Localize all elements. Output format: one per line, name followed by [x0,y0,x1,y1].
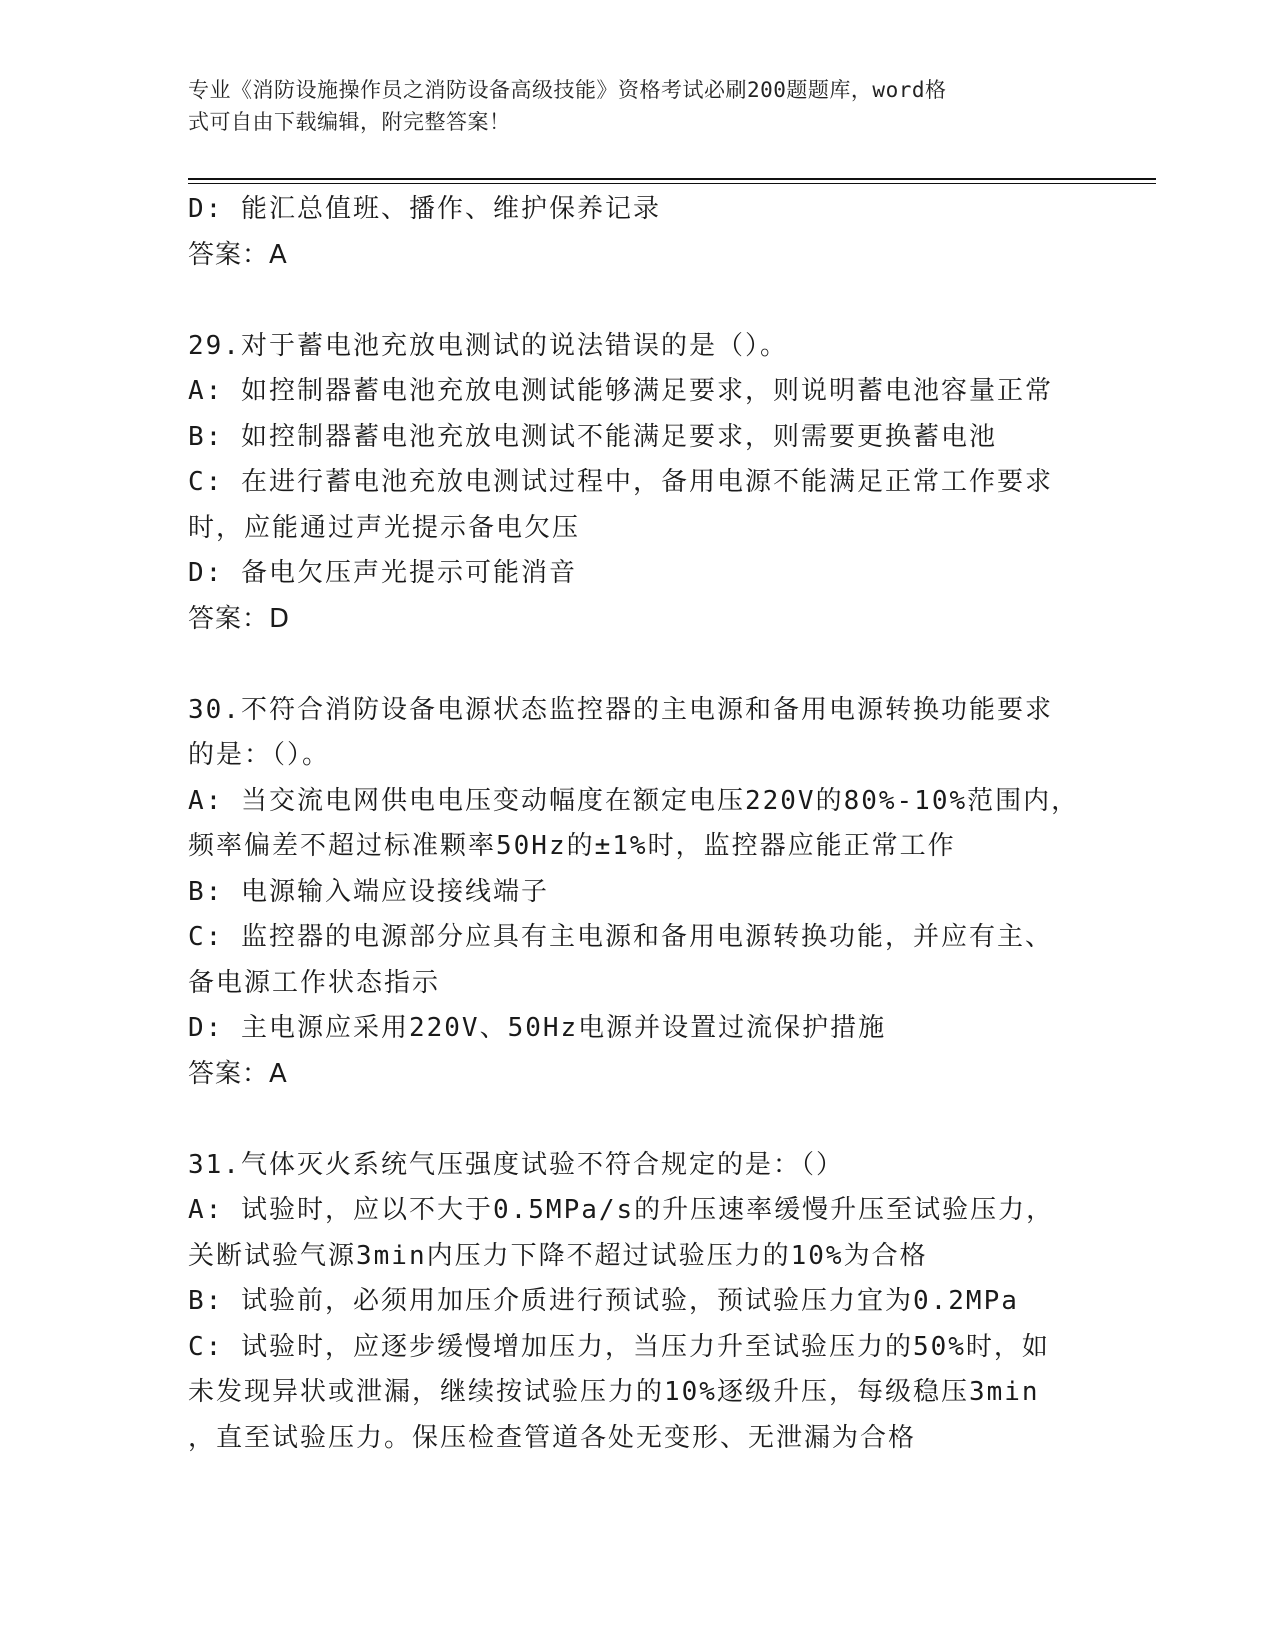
q29-option-c-cont: 时，应能通过声光提示备电欠压 [188,512,581,543]
q29-option-d: D: 备电欠压声光提示可能消音 [188,558,577,588]
q31-option-a-cont: 关断试验气源3min内压力下降不超过试验压力的10%为合格 [188,1240,928,1271]
header-rule-thin [188,183,1156,184]
q31-option-a: A: 试验时，应以不大于0.5MPa/s的升压速率缓慢升压至试验压力， [188,1195,1055,1225]
q29-option-a: A: 如控制器蓄电池充放电测试能够满足要求，则说明蓄电池容量正常 [188,376,1053,406]
q28-option-d: D: 能汇总值班、播作、维护保养记录 [188,194,661,224]
q30-option-c: C: 监控器的电源部分应具有主电源和备用电源转换功能，并应有主、 [188,922,1053,952]
q29-option-c: C: 在进行蓄电池充放电测试过程中，备用电源不能满足正常工作要求 [188,467,1053,497]
q30-question: 30.不符合消防设备电源状态监控器的主电源和备用电源转换功能要求 [188,694,1053,725]
spacer [188,1097,1088,1143]
q29-answer: 答案：D [188,603,291,634]
q30-option-b: B: 电源输入端应设接线端子 [188,876,549,907]
spacer [188,278,1088,324]
q31-option-b: B: 试验前，必须用加压介质进行预试验，预试验压力宜为0.2MPa [188,1286,1019,1316]
q31-question: 31.气体灭火系统气压强度试验不符合规定的是：（） [188,1149,844,1180]
header-line-1: 专业《消防设施操作员之消防设备高级技能》资格考试必刷200题题库，word格 [188,78,947,102]
header-rule-thick [188,178,1156,180]
q31-option-c: C: 试验时，应逐步缓慢增加压力，当压力升至试验压力的50%时，如 [188,1331,1050,1362]
q30-question-cont: 的是：（）。 [188,740,331,770]
q29-option-b: B: 如控制器蓄电池充放电测试不能满足要求，则需要更换蓄电池 [188,421,997,452]
spacer [188,642,1088,688]
page-header [188,74,1068,138]
q30-option-c-cont: 备电源工作状态指示 [188,967,441,998]
q31-option-c-cont: 未发现异状或泄漏，继续按试验压力的10%逐级升压，每级稳压3min [188,1377,1040,1407]
q31-option-c-cont-2: ，直至试验压力。保压检查管道各处无变形、无泄漏为合格 [188,1422,917,1453]
q28-answer: 答案：A [188,239,288,270]
q30-option-a-cont: 频率偏差不超过标准颗率50Hz的±1%时，监控器应能正常工作 [188,831,956,861]
q30-option-a: A: 当交流电网供电电压变动幅度在额定电压220V的80%-10%范围内， [188,785,1080,816]
header-line-2: 式可自由下载编辑，附完整答案！ [188,110,511,134]
q30-answer: 答案：A [188,1058,288,1089]
document-body [188,187,1088,1461]
q30-option-d: D: 主电源应采用220V、50Hz电源并设置过流保护措施 [188,1013,887,1043]
q29-question: 29.对于蓄电池充放电测试的说法错误的是（）。 [188,330,788,361]
